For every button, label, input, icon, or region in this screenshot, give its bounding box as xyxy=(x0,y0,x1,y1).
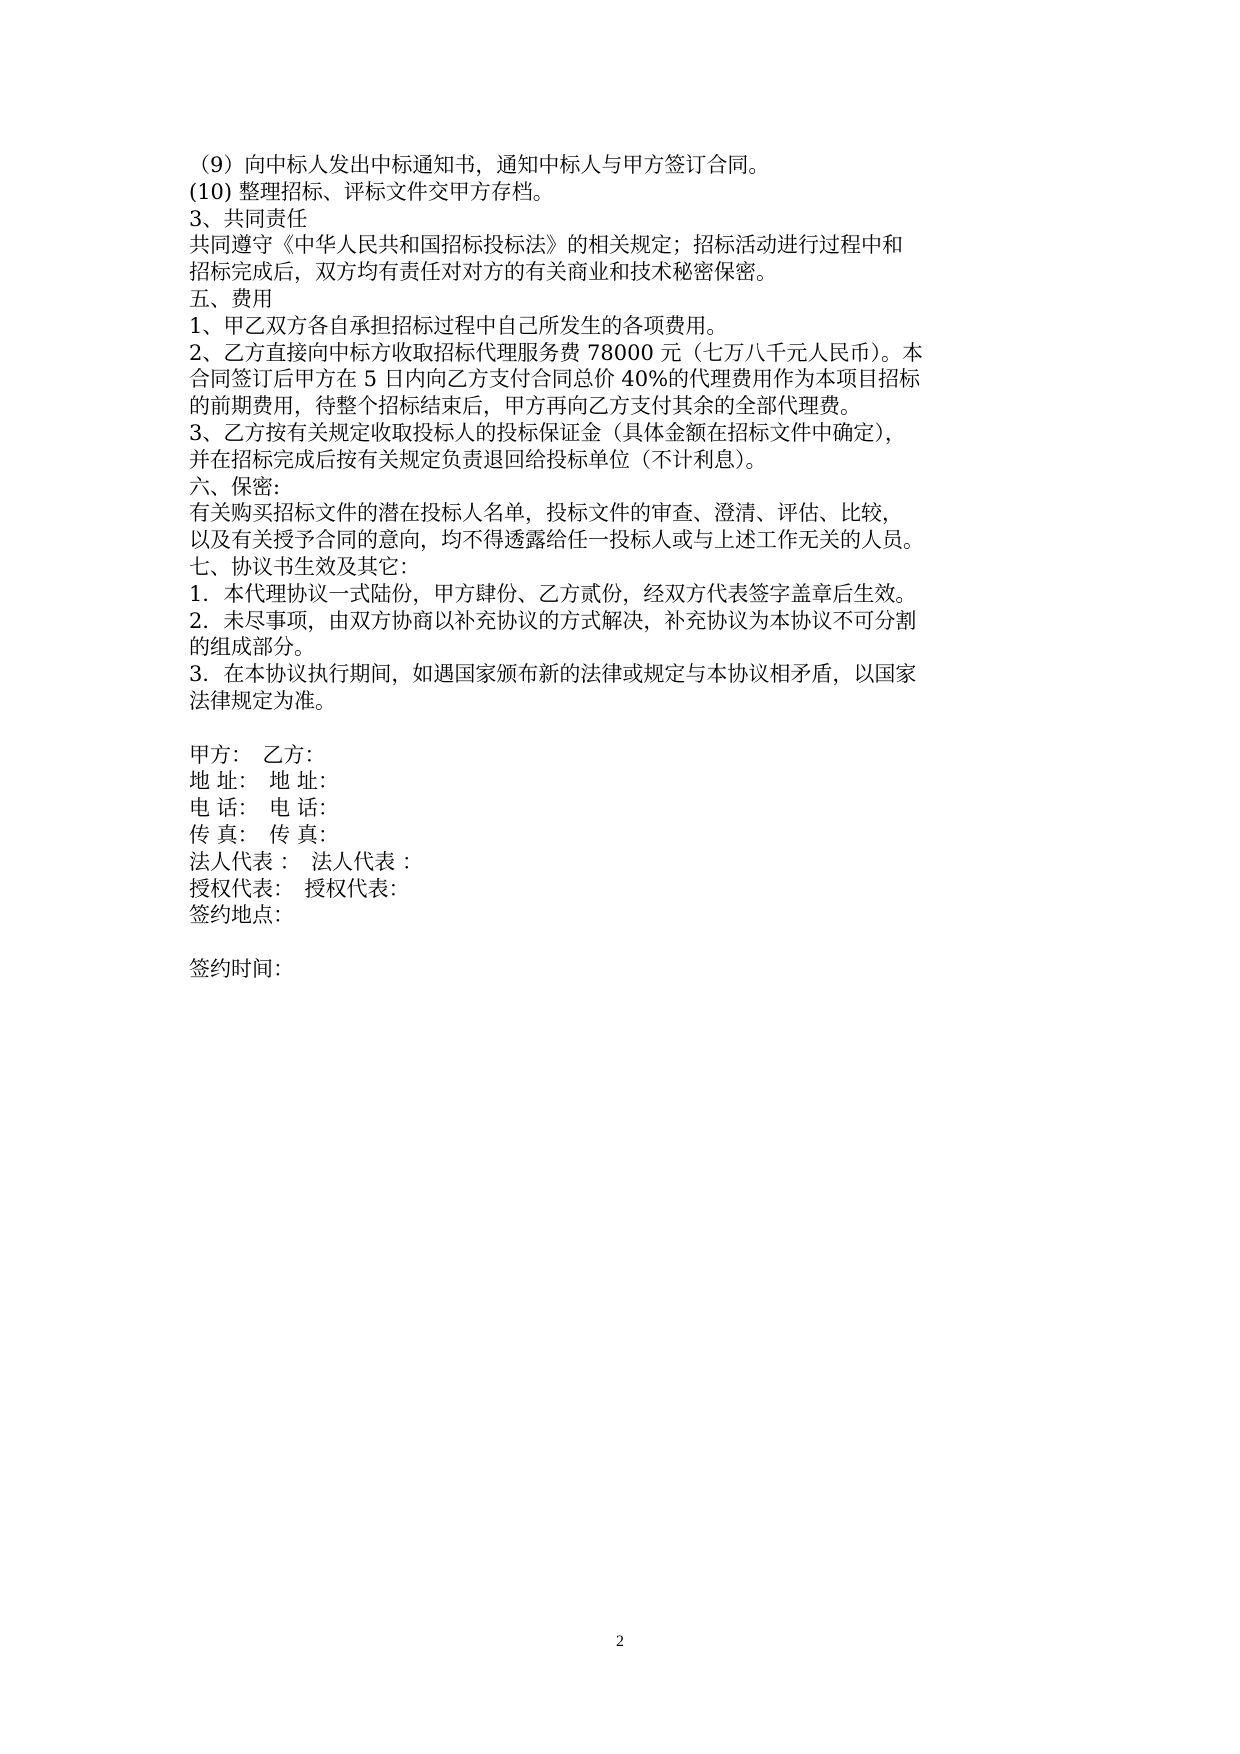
text-line: 的组成部分。 xyxy=(189,635,315,660)
signature-address: 地 址： 地 址： xyxy=(189,769,339,794)
page-number: 2 xyxy=(616,1633,624,1650)
text-line: 有关购买招标文件的潜在投标人名单，投标文件的审查、澄清、评估、比较， xyxy=(189,501,903,526)
signature-phone: 电 话： 电 话： xyxy=(189,796,339,821)
text-line: 合同签订后甲方在 5 日内向乙方支付合同总价 40%的代理费用作为本项目招标 xyxy=(189,367,921,392)
blank-line xyxy=(189,929,1069,956)
text-line: 1、甲乙双方各自承担招标过程中自己所发生的各项费用。 xyxy=(189,313,728,338)
signature-time: 签约时间： xyxy=(189,956,294,981)
text-line: (10) 整理招标、评标文件交甲方存档。 xyxy=(189,179,554,204)
text-line: 法律规定为准。 xyxy=(189,688,336,713)
text-line: 1．本代理协议一式陆份，甲方肆份、乙方贰份，经双方代表签字盖章后生效。 xyxy=(189,581,917,606)
text-line: 3、乙方按有关规定收取投标人的投标保证金（具体金额在招标文件中确定）， xyxy=(189,420,906,445)
section-heading: 七、协议书生效及其它： xyxy=(189,554,420,579)
section-heading: 3、共同责任 xyxy=(189,206,308,231)
signature-party: 甲方： 乙方： xyxy=(189,742,326,767)
blank-line xyxy=(189,715,1069,742)
signature-block xyxy=(189,742,1069,983)
text-line: 3．在本协议执行期间，如遇国家颁布新的法律或规定与本协议相矛盾，以国家 xyxy=(189,662,917,687)
text-line: 2．未尽事项，由双方协商以补充协议的方式解决，补充协议为本协议不可分割 xyxy=(189,608,917,633)
signature-legal-rep: 法人代表 ： 法人代表 ： xyxy=(189,849,423,874)
text-line: 并在招标完成后按有关规定负责退回给投标单位（不计利息）。 xyxy=(189,447,767,472)
section-heading: 五、费用 xyxy=(189,286,273,311)
signature-place: 签约地点： xyxy=(189,903,294,928)
signature-authorized-rep: 授权代表： 授权代表： xyxy=(189,876,410,901)
signature-fax: 传 真： 传 真： xyxy=(189,822,339,847)
text-line: 2、乙方直接向中标方收取招标代理服务费 78000 元（七万八千元人民币）。本 xyxy=(189,340,924,365)
section-heading: 六、保密: xyxy=(189,474,281,499)
text-line: 招标完成后，双方均有责任对对方的有关商业和技术秘密保密。 xyxy=(189,260,777,285)
text-line: 的前期费用，待整个招标结束后，甲方再向乙方支付其余的全部代理费。 xyxy=(189,394,861,419)
text-line: （9）向中标人发出中标通知书，通知中标人与甲方签订合同。 xyxy=(189,153,770,177)
document-body xyxy=(189,152,1069,983)
text-line: 以及有关授予合同的意向，均不得透露给任一投标人或与上述工作无关的人员。 xyxy=(189,528,924,553)
text-line: 共同遵守《中华人民共和国招标投标法》的相关规定；招标活动进行过程中和 xyxy=(189,233,903,258)
